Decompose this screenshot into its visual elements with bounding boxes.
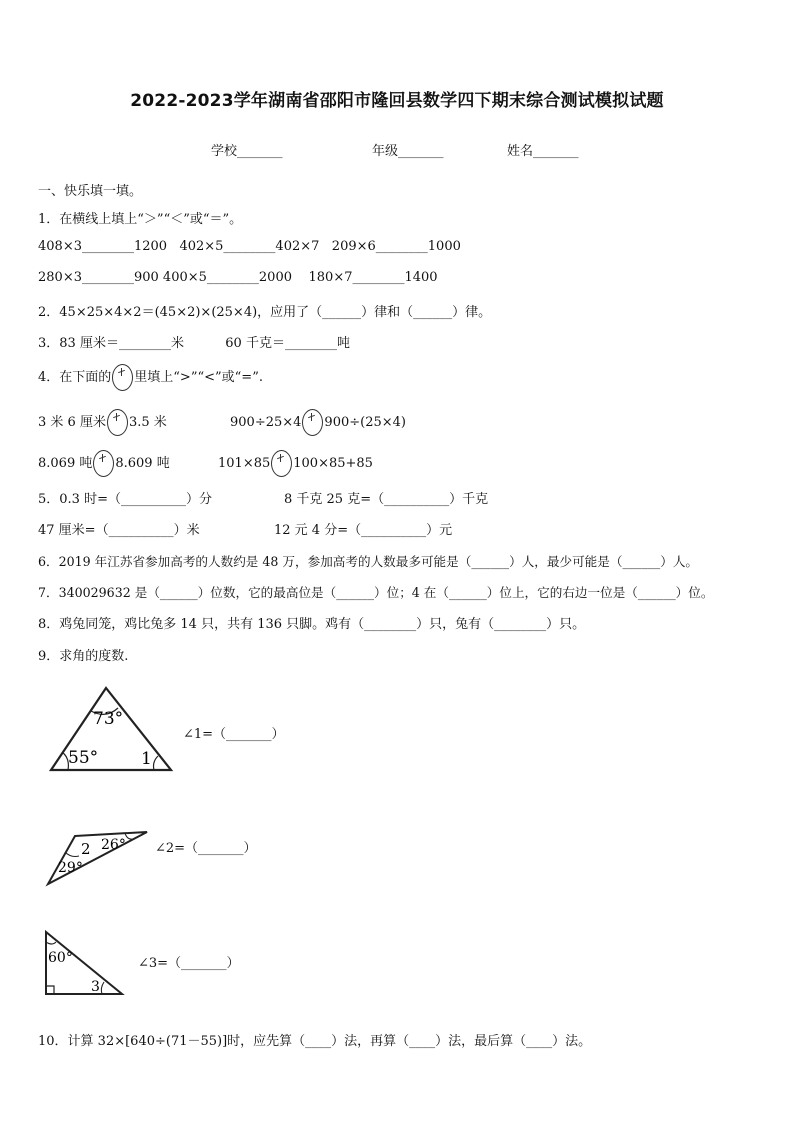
q4-d1: 101×85 bbox=[218, 456, 271, 471]
q4-c1: 8.069 吨 bbox=[38, 456, 93, 471]
question-4-stem bbox=[38, 364, 263, 391]
q4-stem-b: 里填上“>”“<”或“=”. bbox=[134, 370, 263, 385]
compare-circle-icon[interactable] bbox=[271, 450, 292, 477]
q4-b2: 900÷(25×4) bbox=[324, 415, 406, 430]
q4-d2: 100×85+85 bbox=[293, 456, 373, 471]
compare-circle-icon bbox=[112, 364, 133, 391]
question-7[interactable]: 7．340029632 是（______）位数，它的最高位是（______）位；4 在（______）位上，它的右边一位是（______）位。 bbox=[38, 585, 714, 600]
question-5c[interactable]: 47 厘米=（__________）米 bbox=[38, 523, 200, 538]
page-title: 2022-2023学年湖南省邵阳市隆回县数学四下期末综合测试模拟试题 bbox=[130, 91, 664, 111]
question-4-row-1a bbox=[38, 409, 167, 436]
question-5d[interactable]: 12 元 4 分=（__________）元 bbox=[274, 523, 453, 538]
angle-1-answer[interactable]: ∠1=（_______） bbox=[183, 727, 285, 742]
triangle-figure-2 bbox=[45, 828, 151, 888]
fig1-right-label: 1 bbox=[141, 749, 152, 769]
q4-c2: 8.609 吨 bbox=[115, 456, 170, 471]
grade-field[interactable]: 年级_______ bbox=[372, 144, 444, 159]
question-6[interactable]: 6．2019 年江苏省参加高考的人数约是 48 万，参加高考的人数最多可能是（______）人，最少可能是（______）人。 bbox=[38, 554, 699, 569]
fig3-angle-3-label: 3 bbox=[91, 979, 100, 995]
fig2-29-label: 29° bbox=[58, 860, 83, 876]
q4-a2: 3.5 米 bbox=[128, 415, 167, 430]
question-1-row-2[interactable]: 280×3________900 400×5________2000 180×7________1400 bbox=[38, 270, 438, 285]
angle-3-answer[interactable]: ∠3=（_______） bbox=[138, 956, 240, 971]
q4-a1: 3 米 6 厘米 bbox=[38, 415, 106, 430]
q4-stem-a: 4．在下面的 bbox=[38, 370, 112, 385]
name-field[interactable]: 姓名_______ bbox=[507, 144, 579, 159]
compare-circle-icon[interactable] bbox=[302, 409, 323, 436]
compare-circle-icon[interactable] bbox=[107, 409, 128, 436]
angle-2-answer[interactable]: ∠2=（_______） bbox=[155, 841, 257, 856]
fig2-26-label: 26° bbox=[101, 837, 126, 853]
compare-circle-icon[interactable] bbox=[93, 450, 114, 477]
school-field[interactable]: 学校_______ bbox=[211, 144, 283, 159]
question-3[interactable]: 3．83 厘米＝________米 60 千克＝________吨 bbox=[38, 336, 350, 351]
fig3-60-label: 60° bbox=[48, 950, 73, 966]
question-8[interactable]: 8．鸡兔同笼，鸡比兔多 14 只，共有 136 只脚。鸡有（________）只，兔有（________）只。 bbox=[38, 617, 586, 632]
q4-b1: 900÷25×4 bbox=[230, 415, 302, 430]
triangle-figure-1 bbox=[46, 684, 176, 776]
question-9-stem: 9．求角的度数. bbox=[38, 649, 129, 664]
question-1-row-1[interactable]: 408×3________1200 402×5________402×7 209×6________1000 bbox=[38, 239, 461, 254]
triangle-figure-3 bbox=[42, 928, 128, 1000]
fig1-top-label: 73° bbox=[93, 709, 124, 729]
question-4-row-2a bbox=[38, 450, 170, 477]
question-4-row-1b bbox=[230, 409, 406, 436]
question-1-stem: 1．在横线上填上“＞”“＜”或“＝”。 bbox=[38, 212, 243, 227]
question-5b[interactable]: 8 千克 25 克=（__________）千克 bbox=[284, 492, 489, 507]
question-10[interactable]: 10．计算 32×[640÷(71－55)]时，应先算（____）法，再算（____）法，最后算（____）法。 bbox=[38, 1034, 592, 1049]
question-5a[interactable]: 5．0.3 时=（__________）分 bbox=[38, 492, 212, 507]
question-2[interactable]: 2．45×25×4×2＝(45×2)×(25×4)，应用了（______）律和（______）律。 bbox=[38, 305, 492, 320]
fig2-angle-2-label: 2 bbox=[81, 840, 91, 858]
question-4-row-2b bbox=[218, 450, 373, 477]
fig1-left-label: 55° bbox=[68, 748, 99, 768]
section-heading: 一、快乐填一填。 bbox=[38, 184, 143, 199]
